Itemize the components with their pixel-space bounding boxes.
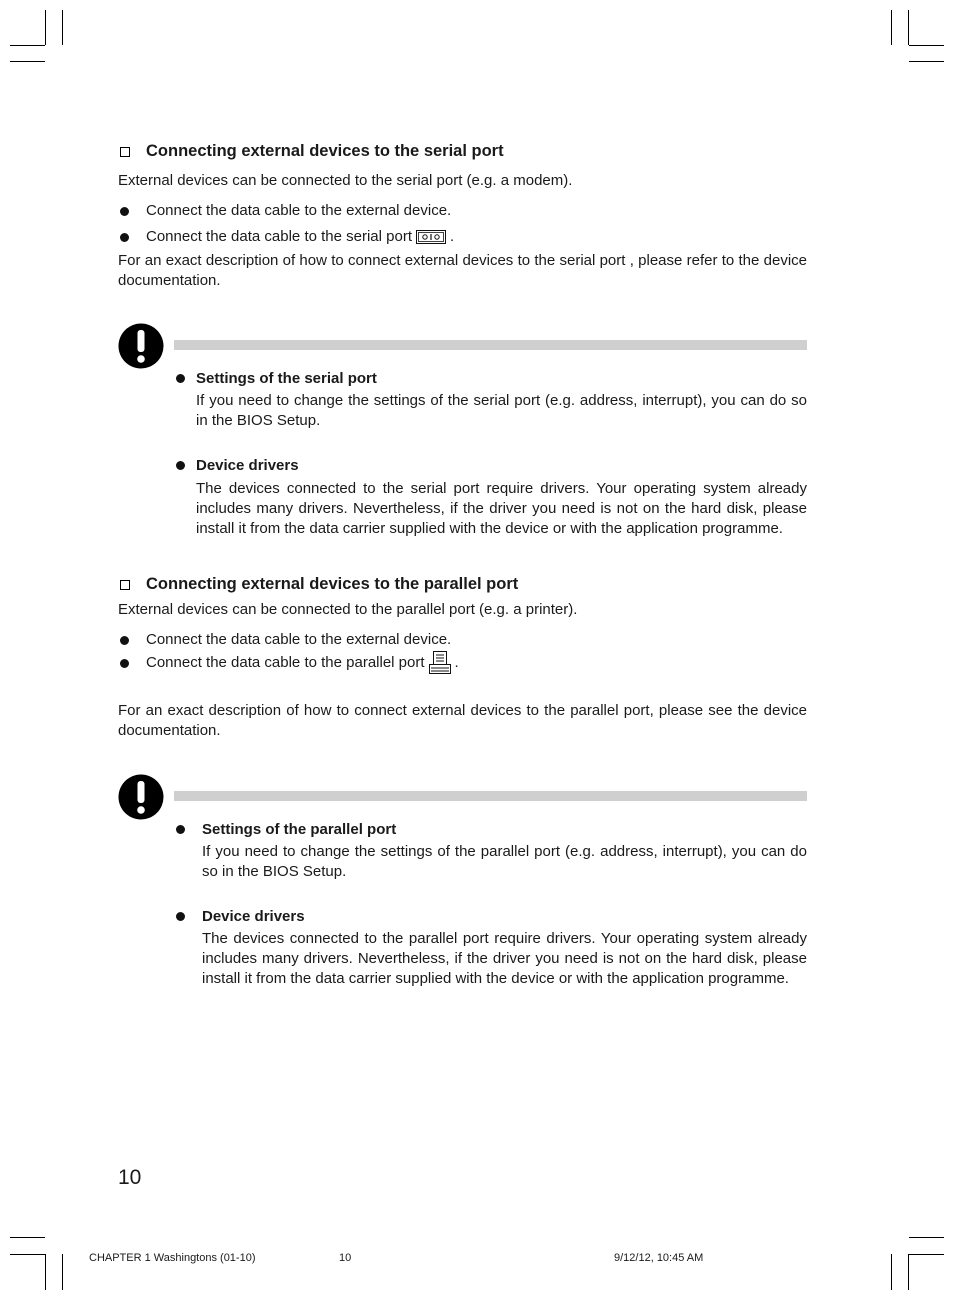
list-item: Connect the data cable to the serial port .	[118, 227, 454, 247]
note-divider-bar	[174, 340, 807, 350]
note-item-text: If you need to change the settings of the parallel port (e.g. address, interrupt), you can do so in the BIOS Setup.	[202, 843, 807, 880]
note-item-title: Settings of the parallel port	[202, 821, 397, 838]
note-divider-bar	[174, 791, 807, 801]
checkbox-square-icon	[120, 580, 130, 590]
list-item: Connect the data cable to the parallel port .	[118, 651, 459, 675]
bullet-icon	[176, 461, 185, 470]
bullet-icon	[176, 825, 185, 834]
bullet-icon	[120, 233, 129, 242]
parallel-intro: External devices can be connected to the parallel port (e.g. a printer).	[118, 601, 578, 618]
footer-file: CHAPTER 1 Washingtons (01-10)	[89, 1252, 256, 1264]
note-item-text: If you need to change the settings of the serial port (e.g. address, interrupt), you can do so in the BIOS Setup.	[196, 392, 807, 429]
note-item-text: The devices connected to the serial port require drivers. Your operating system already includes many drivers. Nevertheless, if the driver you need is not on the hard disk, please install it from the data carrier supplied with the device or with the application programme.	[196, 480, 807, 537]
bullet-icon	[176, 374, 185, 383]
note-item-title: Settings of the serial port	[196, 370, 377, 387]
parallel-port-printer-icon	[429, 651, 451, 675]
serial-intro: External devices can be connected to the serial port (e.g. a modem).	[118, 172, 573, 189]
serial-port-icon	[416, 230, 446, 244]
parallel-outro: For an exact description of how to connect external devices to the parallel port, please see the device documentation.	[118, 702, 807, 739]
note-item-title: Device drivers	[196, 457, 299, 474]
checkbox-square-icon	[120, 147, 130, 157]
bullet-icon	[120, 636, 129, 645]
note-item-title: Device drivers	[202, 908, 305, 925]
page-number: 10	[118, 1166, 142, 1189]
bullet-icon	[176, 912, 185, 921]
bullet-icon	[120, 207, 129, 216]
section-heading-serial: Connecting external devices to the serial port	[118, 142, 504, 161]
list-item: Connect the data cable to the external device.	[118, 201, 451, 221]
serial-outro: For an exact description of how to connect external devices to the serial port , please refer to the device documentation.	[118, 252, 807, 289]
exclamation-circle-icon	[118, 774, 164, 820]
note-item-text: The devices connected to the parallel port require drivers. Your operating system already includes many drivers. Nevertheless, if the driver you need is not on the hard disk, please install it from the data carrier supplied with the device or with the application programme.	[202, 930, 807, 987]
exclamation-circle-icon	[118, 323, 164, 369]
bullet-icon	[120, 659, 129, 668]
footer-page: 10	[339, 1252, 352, 1264]
section-heading-parallel: Connecting external devices to the parallel port	[118, 575, 518, 594]
footer-timestamp: 9/12/12, 10:45 AM	[614, 1252, 704, 1264]
list-item: Connect the data cable to the external device.	[118, 630, 451, 650]
